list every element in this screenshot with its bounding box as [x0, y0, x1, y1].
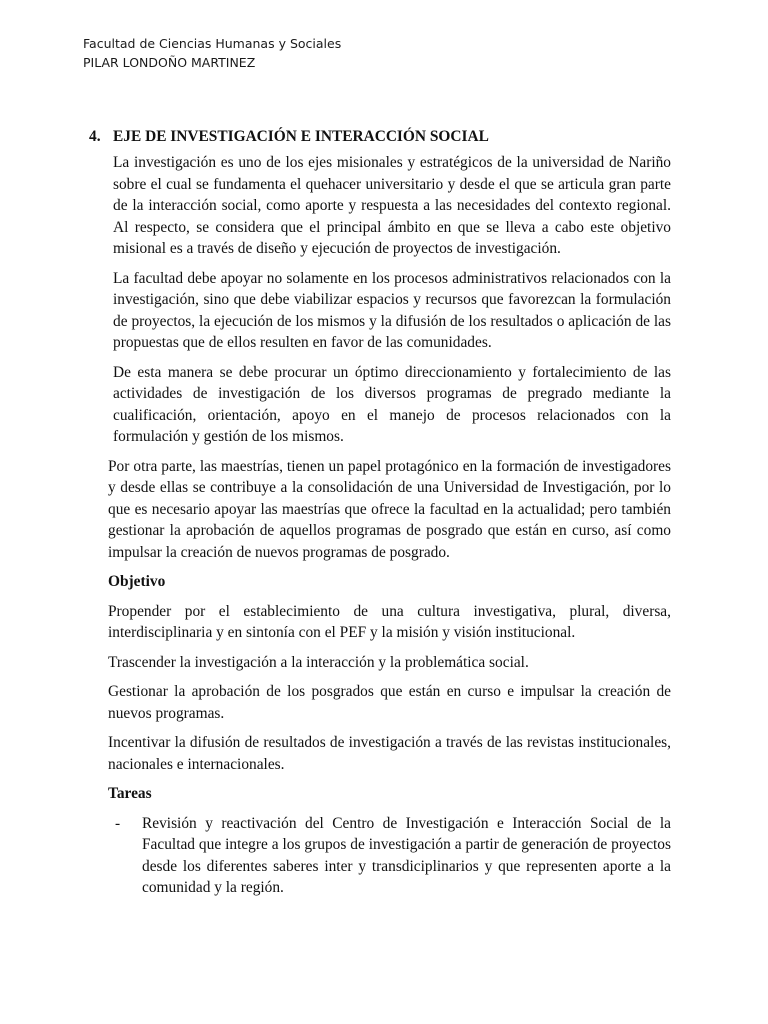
objetivo-item-4: Incentivar la difusión de resultados de investigación a través de las revistas institucionales, nacionales e internacionales.: [108, 734, 671, 773]
section-number: 4.: [89, 128, 101, 145]
page-header: [83, 34, 341, 72]
tareas-heading: Tareas: [108, 785, 152, 802]
objetivo-item-1: Propender por el establecimiento de una cultura investigativa, plural, diversa, interdisciplinaria y en sintonía con el PEF y la misión y visión institucional.: [108, 602, 671, 641]
document-body: [0, 126, 768, 899]
tarea-text: Revisión y reactivación del Centro de Investigación e Interacción Social de la Facultad que integre a los grupos de investigación a partir de generación de proyectos desde los diferentes saberes inter y transdiciplinarios y que representen aporte a la comunidad y la región.: [142, 814, 671, 896]
header-faculty: Facultad de Ciencias Humanas y Sociales: [83, 36, 342, 51]
paragraph-3: De esta manera se debe procurar un óptimo direccionamiento y fortalecimiento de las actividades de investigación de los diversos programas de pregrado mediante la cualificación, orientación, apoyo en el manejo de procesos relacionados con la formulación y gestión de los mismos.: [113, 363, 671, 445]
objetivo-item-2: Trascender la investigación a la interacción y la problemática social.: [108, 653, 529, 671]
section-title: EJE DE INVESTIGACIÓN E INTERACCIÓN SOCIAL: [113, 128, 489, 145]
objetivo-heading: Objetivo: [108, 573, 166, 590]
tarea-item-1: [115, 813, 671, 899]
objetivo-item-3: Gestionar la aprobación de los posgrados que están en curso e impulsar la creación de nuevos programas.: [108, 683, 671, 722]
paragraph-2: La facultad debe apoyar no solamente en los procesos administrativos relacionados con la investigación, sino que debe viabilizar espacios y recursos que favorezcan la formulación de proyectos, la ejecución de los mismos y la difusión de los resultados o aplicación de las propuestas que de ellos resulten en favor de las comunidades.: [113, 269, 671, 351]
paragraph-1: La investigación es uno de los ejes misionales y estratégicos de la universidad de Nariño sobre el cual se fundamenta el quehacer universitario y desde el que se articula gran parte de la interacción social, como aporte y respuesta a las necesidades del contexto regional. Al respecto, se considera que el principal ámbito en que se lleva a cabo este objetivo misional es a través de diseño y ejecución de proyectos de investigación.: [113, 154, 671, 257]
paragraph-4: Por otra parte, las maestrías, tienen un papel protagónico en la formación de investigadores y desde ellas se contribuye a la consolidación de una Universidad de Investigación, por lo que es necesario apoyar las maestrías que ofrece la facultad en la actualidad; pero también gestionar la aprobación de aquellos programas de posgrado que están en curso, así como impulsar la creación de nuevos programas de posgrado.: [108, 457, 671, 561]
bullet-dash: -: [115, 814, 121, 832]
section-heading: [0, 126, 768, 148]
header-author: PILAR LONDOÑO MARTINEZ: [83, 55, 256, 70]
